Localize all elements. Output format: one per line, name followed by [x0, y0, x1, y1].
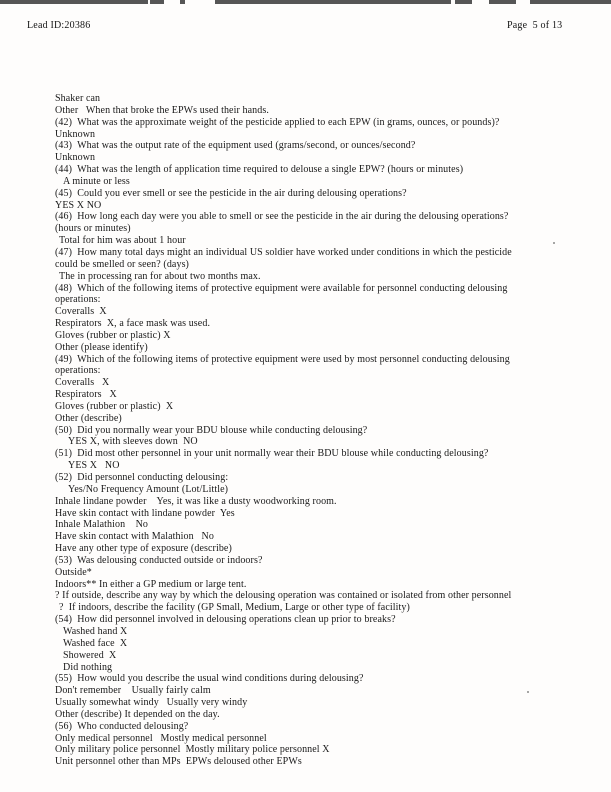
- document-line: Only military police personnel Mostly military police personnel X: [55, 744, 330, 756]
- document-line: Other (describe) It depended on the day.: [55, 708, 220, 720]
- document-line: (43) What was the output rate of the equipment used (grams/second, or ounces/second?: [55, 140, 416, 152]
- document-line: Other (describe): [55, 412, 122, 424]
- document-line: ? If outside, describe any way by which the delousing operation was contained or isolated from other personnel: [55, 590, 512, 602]
- document-line: Unit personnel other than MPs EPWs deloused other EPWs: [55, 756, 302, 768]
- document-line: Inhale Malathion No: [55, 519, 149, 531]
- document-line: (54) How did personnel involved in delousing operations clean up prior to breaks?: [55, 614, 396, 626]
- document-line: Shaker can: [55, 93, 101, 104]
- scan-artifact-segment: [215, 0, 451, 4]
- document-line: Other When that broke the EPWs used their hands.: [55, 104, 269, 116]
- page-number-label: Page 5 of 13: [507, 20, 563, 31]
- document-line: Have any other type of exposure (describe): [55, 543, 232, 555]
- document-line: operations:: [55, 294, 101, 306]
- document-line: (49) Which of the following items of protective equipment were used by most personnel conducting delousing: [55, 353, 510, 365]
- document-line: (56) Who conducted delousing?: [55, 720, 189, 732]
- document-line: Did nothing: [63, 661, 113, 673]
- document-line: (51) Did most other personnel in your unit normally wear their BDU blouse while conducting delousing?: [55, 448, 489, 460]
- document-line: YES X NO: [55, 199, 102, 211]
- document-line: Have skin contact with lindane powder Yes: [55, 507, 235, 519]
- document-line: The in processing ran for about two months max.: [59, 270, 261, 282]
- document-line: Coveralls X: [55, 306, 107, 318]
- document-line: Don't remember Usually fairly calm: [55, 685, 211, 697]
- document-line: (55) How would you describe the usual wind conditions during delousing?: [55, 673, 364, 685]
- document-line: could be smelled or seen? (days): [55, 258, 189, 270]
- document-line: operations:: [55, 365, 101, 377]
- document-line: Gloves (rubber or plastic) X: [55, 329, 171, 341]
- document-line: Usually somewhat windy Usually very windy: [55, 697, 248, 709]
- document-line: (45) Could you ever smell or see the pesticide in the air during delousing operations?: [55, 187, 407, 199]
- lead-id-label: Lead ID:20386: [27, 20, 91, 31]
- document-line: Only medical personnel Mostly medical personnel: [55, 732, 267, 744]
- document-line: Respirators X, a face mask was used.: [55, 318, 211, 330]
- document-line: (50) Did you normally wear your BDU blouse while conducting delousing?: [55, 424, 368, 436]
- document-line: Unknown: [55, 152, 96, 164]
- document-line: Respirators X: [55, 389, 117, 401]
- document-line: Gloves (rubber or plastic) X: [55, 400, 174, 412]
- scan-artifact-segment: [455, 0, 472, 4]
- document-line: Showered X: [63, 649, 117, 661]
- document-line: (52) Did personnel conducting delousing:: [55, 472, 229, 483]
- document-line: (hours or minutes): [55, 223, 131, 235]
- document-line: Unknown: [55, 128, 96, 140]
- document-line: (42) What was the approximate weight of the pesticide applied to each EPW (in grams, ounces, or pounds)?: [55, 116, 500, 128]
- document-body: [55, 93, 597, 768]
- document-line: YES X NO: [68, 460, 120, 472]
- document-line: A minute or less: [63, 175, 130, 187]
- document-line: ? If indoors, describe the facility (GP Small, Medium, Large or other type of facility): [59, 602, 410, 614]
- scan-artifact-segment: [150, 0, 164, 4]
- document-line: Indoors** In either a GP medium or large tent.: [55, 578, 247, 590]
- document-line: Have skin contact with Malathion No: [55, 531, 214, 543]
- document-line: Other (please identify): [55, 341, 148, 353]
- document-line: (44) What was the length of application time required to delouse a single EPW? (hours or minutes): [55, 164, 464, 176]
- document-line: YES X, with sleeves down NO: [68, 436, 198, 448]
- document-line: (46) How long each day were you able to smell or see the pesticide in the air during the delousing operations?: [55, 211, 509, 223]
- document-line: Coveralls X: [55, 377, 110, 389]
- scan-artifact-segment: [530, 0, 611, 4]
- document-line: (48) Which of the following items of protective equipment were available for personnel conducting delousing: [55, 282, 508, 294]
- scan-artifact-segment: [0, 0, 148, 4]
- document-line: Inhale lindane powder Yes, it was like a dusty woodworking room.: [55, 495, 337, 507]
- scan-artifact-segment: [489, 0, 516, 4]
- document-line: Yes/No Frequency Amount (Lot/Little): [68, 483, 229, 495]
- document-line: Washed face X: [63, 637, 128, 649]
- document-line: (53) Was delousing conducted outside or indoors?: [55, 554, 263, 566]
- document-line: Outside*: [55, 566, 92, 578]
- document-line: Total for him was about 1 hour: [59, 235, 186, 247]
- document-line: Washed hand X: [63, 625, 128, 637]
- document-line: (47) How many total days might an individual US soldier have worked under conditions in which the pesticide: [55, 246, 512, 258]
- scan-artifact-segment: [180, 0, 185, 4]
